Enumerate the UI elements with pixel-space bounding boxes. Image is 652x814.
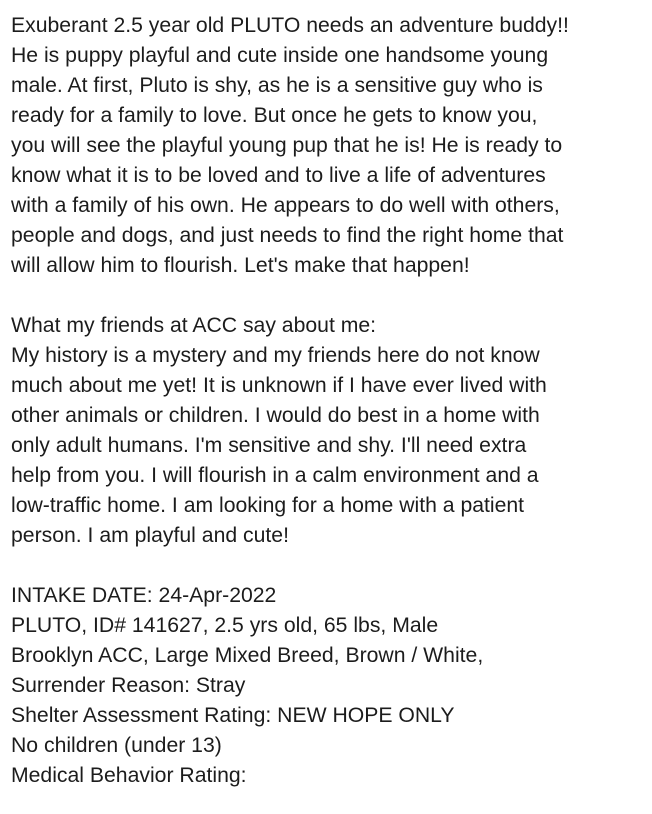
paragraph-spacer <box>11 281 647 311</box>
description-line: He is puppy playful and cute inside one handsome young <box>11 44 549 67</box>
assessment-rating: Shelter Assessment Rating: NEW HOPE ONLY <box>11 704 455 727</box>
description-line: people and dogs, and just needs to find the right home that <box>11 224 564 247</box>
medical-behavior-rating: Medical Behavior Rating: <box>11 764 247 787</box>
friends-line: other animals or children. I would do best in a home with <box>11 404 540 427</box>
animal-id-line: PLUTO, ID# 141627, 2.5 yrs old, 65 lbs, Male <box>11 614 439 637</box>
description-line: know what it is to be loved and to live a life of adventures <box>11 164 546 187</box>
description-paragraph <box>11 11 647 281</box>
adoption-post-text <box>11 11 647 791</box>
breed-line: Brooklyn ACC, Large Mixed Breed, Brown / White, <box>11 644 484 667</box>
friends-section-heading: What my friends at ACC say about me: <box>11 314 377 337</box>
friends-line: low-traffic home. I am looking for a home with a patient <box>11 494 525 517</box>
friends-line: person. I am playful and cute! <box>11 524 289 547</box>
description-line: ready for a family to love. But once he gets to know you, <box>11 104 538 127</box>
children-note: No children (under 13) <box>11 734 222 757</box>
description-line: you will see the playful young pup that he is! He is ready to <box>11 134 563 157</box>
description-line: with a family of his own. He appears to do well with others, <box>11 194 560 217</box>
description-line: will allow him to flourish. Let's make that happen! <box>11 254 470 277</box>
friends-line: My history is a mystery and my friends here do not know <box>11 344 540 367</box>
paragraph-spacer <box>11 551 647 581</box>
friends-line: help from you. I will flourish in a calm environment and a <box>11 464 539 487</box>
friends-line: only adult humans. I'm sensitive and shy. I'll need extra <box>11 434 527 457</box>
intake-details <box>11 581 647 791</box>
friends-line: much about me yet! It is unknown if I have ever lived with <box>11 374 547 397</box>
surrender-reason: Surrender Reason: Stray <box>11 674 246 697</box>
description-line: Exuberant 2.5 year old PLUTO needs an adventure buddy!! <box>11 14 569 37</box>
friends-section <box>11 311 647 551</box>
description-line: male. At first, Pluto is shy, as he is a sensitive guy who is <box>11 74 543 97</box>
intake-date: INTAKE DATE: 24-Apr-2022 <box>11 584 277 607</box>
